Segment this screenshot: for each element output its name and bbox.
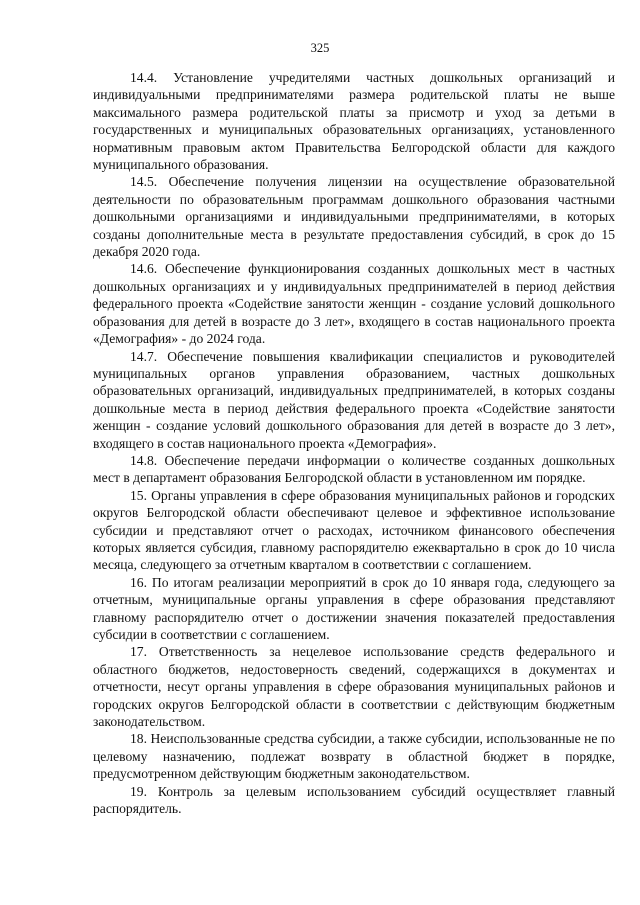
paragraph-14-4: 14.4. Установление учредителями частных дошкольных организаций и индивидуальными предпринимателями размера родительской платы не выше максимального размера родительской платы за присмотр и уход за детьми в государственных и муниципальных образовательных организациях, установленного нормативным правовым актом Правительства Белгородской области для каждого муниципального образования. (93, 70, 615, 173)
paragraph-14-5: 14.5. Обеспечение получения лицензии на осуществление образовательной деятельности по образовательным программам дошкольного образования частными дошкольными организациями и индивидуальными предпринимателями, в которых созданы дополнительные места в результате предоставления субсидий, в срок до 15 декабря 2020 года. (93, 174, 615, 260)
paragraph-16: 16. По итогам реализации мероприятий в срок до 10 января года, следующего за отчетным, муниципальные органы управления в сфере образования представляют главному распорядителю отчет о достижении значения показателей предоставления субсидии в соответствии с соглашением. (93, 574, 615, 642)
paragraph-17: 17. Ответственность за нецелевое использование средств федерального и областного бюджетов, недостоверность сведений, содержащихся в документах и отчетности, несут органы управления в сфере образования муниципальных районов и городских округов Белгородской области в соответствии с действующим бюджетным законодательством. (93, 644, 615, 730)
paragraph-14-7: 14.7. Обеспечение повышения квалификации специалистов и руководителей муниципальных органов управления образованием, частных дошкольных образовательных организаций, индивидуальных предпринимателей, в которых созданы дошкольные места в период действия федерального проекта «Содействие занятости женщин - создание условий дошкольного образования для детей в возрасте до 3 лет», входящего в состав национального проекта «Демография». (93, 348, 615, 451)
paragraph-19: 19. Контроль за целевым использованием субсидий осуществляет главный распорядитель. (93, 783, 615, 817)
paragraph-14-6: 14.6. Обеспечение функционирования созданных дошкольных мест в частных дошкольных организациях и у индивидуальных предпринимателей в период действия федерального проекта «Содействие занятости женщин - создание условий дошкольного образования для детей в возрасте до 3 лет», входящего в состав национального проекта «Демография» - до 2024 года. (93, 261, 615, 347)
paragraph-15: 15. Органы управления в сфере образования муниципальных районов и городских округов Белгородской области обеспечивают целевое и эффективное использование субсидии и представляют отчет о расходах, источником финансового обеспечения которых является субсидия, главному распорядителю ежеквартально в срок до 10 числа месяца, следующего за отчетным кварталом в соответствии с соглашением. (93, 487, 615, 573)
paragraph-14-8: 14.8. Обеспечение передачи информации о количестве созданных дошкольных мест в департамент образования Белгородской области в установленном им порядке. (93, 452, 615, 486)
paragraph-18: 18. Неиспользованные средства субсидии, а также субсидии, использованные не по целевому назначению, подлежат возврату в областной бюджет в порядке, предусмотренном действующим бюджетным законодательством. (93, 731, 615, 782)
document-body (93, 69, 615, 817)
page-number: 325 (310, 41, 330, 55)
